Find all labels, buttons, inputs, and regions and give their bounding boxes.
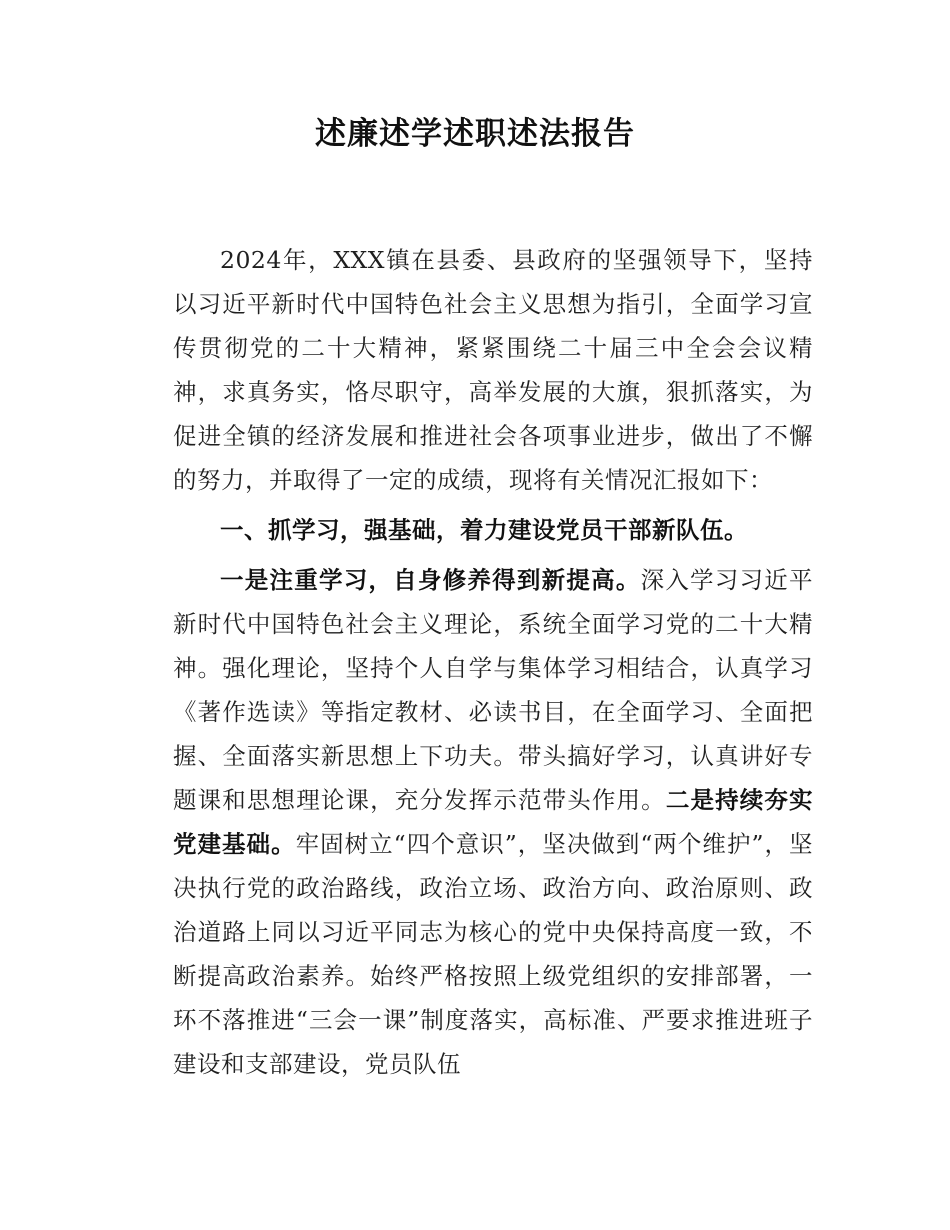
- document-title: 述廉述学述职述法报告: [315, 116, 635, 152]
- point-1-lead: 一是注重学习，自身修养得到新提高。: [220, 566, 641, 594]
- point-1-body: 深入学习习近平新时代中国特色社会主义理论，系统全面学习党的二十大精神。强化理论，坚持个人自学与集体学习相结合，认真学习《著作选读》等指定教材、必读书目，在全面学习、全面把握、全面落实新思想上下功夫。带头搞好学习，认真讲好专题课和思想理论课，充分发挥示范带头作用。: [173, 566, 814, 814]
- intro-paragraph: 2024年，XXX镇在县委、县政府的坚强领导下，坚持以习近平新时代中国特色社会主义思想为指引，全面学习宣传贯彻党的二十大精神，紧紧围绕二十届三中全会会议精神，求真务实，恪尽职守，高举发展的大旗，狠抓落实，为促进全镇的经济发展和推进社会各项事业进步，做出了不懈的努力，并取得了一定的成绩，现将有关情况汇报如下：: [173, 246, 813, 494]
- document-body: [173, 238, 813, 1086]
- section-heading-1: 一、抓学习，强基础，着力建设党员干部新队伍。: [220, 516, 748, 544]
- point-2-body: 牢固树立“四个意识”，坚决做到“两个维护”，坚决执行党的政治路线，政治立场、政治方向、政治原则、政治道路上同以习近平同志为核心的党中央保持高度一致，不断提高政治素养。始终严格按照上级党组织的安排部署，一环不落推进“三会一课”制度落实，高标准、严要求推进班子建设和支部建设，党员队伍: [173, 830, 814, 1078]
- point-2-lead: 二是持续夯实党建基础。: [173, 786, 814, 858]
- section-1-paragraph: [173, 558, 813, 1086]
